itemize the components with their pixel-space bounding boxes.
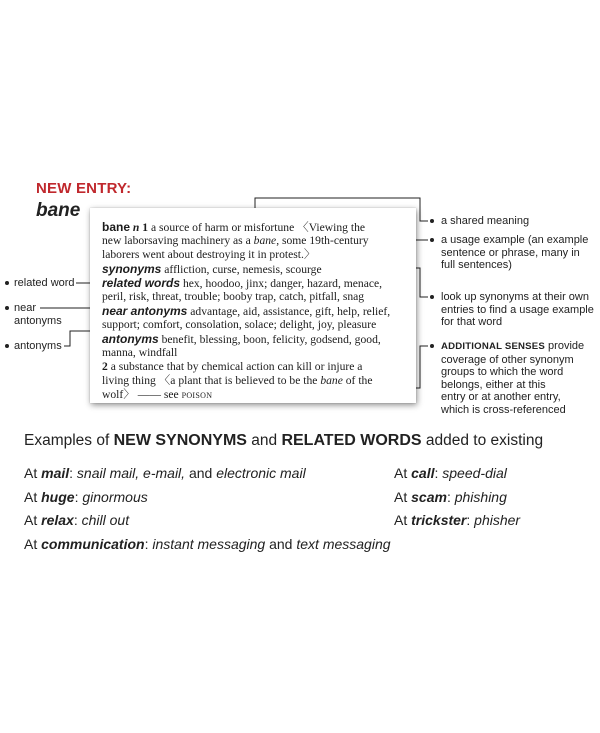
examples-heading bbox=[24, 432, 543, 450]
example-at: At bbox=[24, 465, 42, 481]
example-new-term: phishing bbox=[454, 488, 507, 505]
entry-line-cross-reference bbox=[102, 388, 212, 402]
example-at: At bbox=[24, 488, 42, 505]
examples-heading-new-synonyms: NEW SYNONYMS bbox=[113, 432, 247, 449]
entry-line-antonyms bbox=[102, 332, 381, 347]
example-word: scam bbox=[411, 488, 447, 505]
example-connector: and bbox=[185, 465, 217, 481]
note-synonym-lookup bbox=[441, 291, 594, 329]
example-row bbox=[394, 512, 520, 528]
example-word: huge bbox=[41, 488, 75, 505]
antonyms-label: antonyms bbox=[102, 332, 159, 346]
note-usage-example-line-3: full sentences) bbox=[441, 259, 512, 271]
example-word: mail bbox=[41, 465, 70, 481]
entry-line-related-words bbox=[102, 276, 382, 291]
note-related-word: related word bbox=[14, 277, 75, 289]
example-row bbox=[24, 489, 148, 505]
note-usage-example-line-1: a usage example (an example bbox=[441, 234, 589, 246]
sense-2-example-end: wolf〉 bbox=[102, 388, 135, 401]
sense-2-example-text: living thing 〈a plant that is believed to be the bbox=[102, 374, 321, 387]
entry-line-2 bbox=[102, 234, 369, 248]
part-of-speech: n bbox=[132, 221, 140, 234]
sense-number-2: 2 bbox=[102, 360, 108, 373]
note-synonym-lookup-line-3: for that word bbox=[441, 316, 503, 328]
example-word: relax bbox=[41, 512, 74, 528]
example-new-term: ginormous bbox=[82, 488, 148, 505]
definition-1-text: a source of harm or misfortune 〈Viewing the bbox=[150, 221, 366, 234]
usage-example-text-cont: , some 19th-century bbox=[276, 234, 369, 247]
example-row bbox=[24, 465, 306, 481]
note-additional-senses-line-3: groups to which the word bbox=[441, 366, 564, 378]
example-connector: and bbox=[265, 535, 297, 552]
example-row bbox=[24, 512, 129, 528]
example-new-term: chill out bbox=[81, 512, 130, 528]
entry-line-3: laborers went about destroying it in protest.〉 bbox=[102, 248, 316, 261]
entry-line-antonyms-cont: manna, windfall bbox=[102, 346, 178, 359]
example-colon: : bbox=[466, 512, 475, 528]
example-at: At bbox=[24, 512, 42, 528]
note-additional-senses-line-4: belongs, either at this bbox=[441, 378, 546, 391]
example-new-term: text messaging bbox=[296, 535, 391, 552]
note-additional-senses-line-6: which is cross-referenced bbox=[441, 403, 566, 416]
entry-line-sense-2 bbox=[102, 360, 362, 374]
note-near-antonyms-line-2: antonyms bbox=[14, 314, 62, 327]
note-additional-senses-line-2: coverage of other synonym bbox=[441, 353, 574, 366]
near-antonyms-list: advantage, aid, assistance, gift, help, relief, bbox=[190, 305, 391, 318]
near-antonyms-label: near antonyms bbox=[102, 304, 188, 318]
example-new-term: snail mail, e-mail, bbox=[76, 465, 186, 481]
note-antonyms: antonyms bbox=[14, 340, 62, 352]
example-new-term: phisher bbox=[474, 512, 521, 528]
entry-line-1 bbox=[102, 220, 365, 235]
example-word: trickster bbox=[411, 512, 467, 528]
examples-heading-mid: and bbox=[246, 432, 282, 449]
examples-heading-post: added to existing bbox=[421, 432, 544, 449]
usage-example-italic: bane bbox=[253, 234, 277, 247]
example-colon: : bbox=[74, 488, 83, 505]
example-word: call bbox=[411, 465, 435, 481]
note-usage-example-line-2: sentence or phrase, many in bbox=[441, 246, 580, 259]
note-near-antonyms-line-1: near bbox=[14, 302, 37, 314]
note-additional-senses-line-1 bbox=[441, 340, 584, 354]
example-at: At bbox=[394, 465, 412, 481]
examples-heading-pre: Examples of bbox=[24, 432, 114, 449]
note-synonym-lookup-line-2: entries to find a usage example bbox=[441, 303, 594, 316]
new-entry-label: NEW ENTRY: bbox=[36, 180, 132, 197]
cross-reference-dash: —— bbox=[137, 388, 161, 401]
synonyms-label: synonyms bbox=[102, 262, 162, 276]
example-colon: : bbox=[73, 512, 82, 528]
sense-2-example-text-cont: of the bbox=[342, 374, 373, 387]
note-near-antonyms bbox=[14, 302, 62, 327]
entry-line-near-antonyms bbox=[102, 304, 390, 319]
sense-2-example-italic: bane bbox=[320, 374, 343, 387]
example-colon: : bbox=[144, 535, 153, 552]
entry-headword-title: bane bbox=[36, 200, 81, 221]
examples-heading-related-words: RELATED WORDS bbox=[281, 432, 422, 449]
note-synonym-lookup-line-1: look up synonyms at their own bbox=[441, 291, 589, 303]
note-usage-example bbox=[441, 234, 588, 272]
example-row bbox=[24, 536, 391, 552]
entry-line-sense-2-example bbox=[102, 374, 372, 388]
example-at: At bbox=[394, 488, 412, 505]
example-word: communication bbox=[41, 535, 145, 552]
entry-card bbox=[90, 208, 416, 403]
cross-reference-link[interactable]: poison bbox=[181, 388, 213, 401]
related-words-label: related words bbox=[102, 276, 181, 290]
note-additional-senses-line-5: entry or at another entry, bbox=[441, 391, 561, 403]
entry-headword: bane bbox=[102, 220, 131, 234]
additional-senses-label: ADDITIONAL SENSES bbox=[441, 341, 545, 352]
example-at: At bbox=[394, 512, 412, 528]
additional-senses-rest: provide bbox=[544, 340, 585, 352]
note-additional-senses bbox=[441, 340, 584, 416]
note-shared-meaning: a shared meaning bbox=[441, 215, 530, 227]
antonyms-list: benefit, blessing, boon, felicity, godsend, good, bbox=[161, 333, 381, 346]
example-new-term: instant messaging bbox=[152, 535, 266, 552]
cross-reference-see: see bbox=[163, 388, 179, 401]
synonyms-list: affliction, curse, nemesis, scourge bbox=[164, 263, 322, 276]
sense-number-1: 1 bbox=[142, 221, 149, 234]
usage-example-text: new laborsaving machinery as a bbox=[102, 234, 254, 247]
definition-2-text: a substance that by chemical action can kill or injure a bbox=[110, 360, 363, 373]
example-new-term: electronic mail bbox=[216, 465, 306, 481]
example-new-term: speed-dial bbox=[442, 465, 507, 481]
example-colon: : bbox=[69, 465, 77, 481]
example-row bbox=[394, 489, 507, 505]
entry-line-near-antonyms-cont: support; comfort, consolation, solace; delight, joy, pleasure bbox=[102, 318, 377, 331]
related-words-list: hex, hoodoo, jinx; danger, hazard, menace, bbox=[182, 277, 383, 290]
example-colon: : bbox=[434, 465, 443, 481]
entry-line-synonyms bbox=[102, 262, 322, 277]
example-row bbox=[394, 465, 507, 481]
example-at: At bbox=[24, 535, 42, 552]
entry-line-related-words-cont: peril, risk, threat, trouble; booby trap, catch, pitfall, snag bbox=[102, 290, 365, 303]
example-colon: : bbox=[446, 488, 455, 505]
